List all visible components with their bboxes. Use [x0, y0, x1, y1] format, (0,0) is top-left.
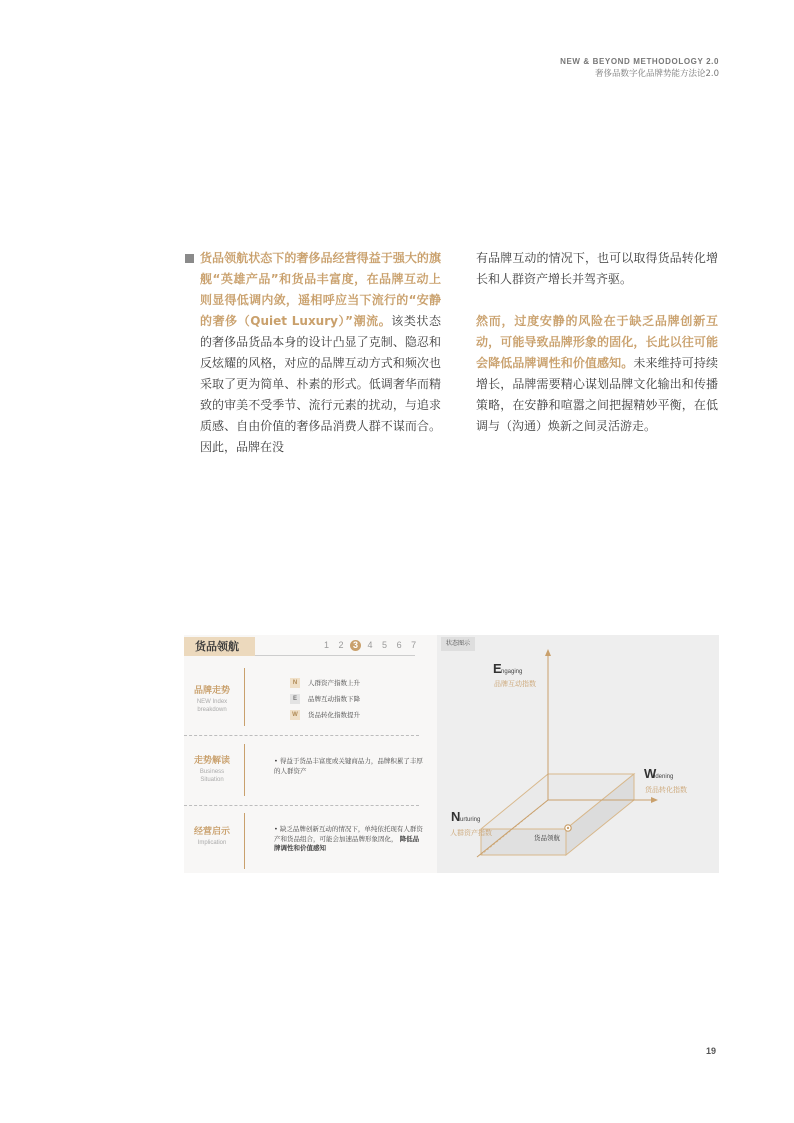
row-separator — [184, 735, 419, 736]
highlight-text: 然而，过度安静的风险在于缺乏品牌创新互动，可能导致品牌形象的固化，长此以往可能会降低品牌调性和价值感知。 — [476, 314, 718, 370]
figure-info-panel — [184, 635, 437, 873]
step-number: 5 — [382, 640, 388, 650]
insight-body: • 缺乏品牌创新互动的情况下，单纯依托现有人群资产和货品组合，可能会加速品牌形象固化， — [274, 825, 423, 843]
row-label-cn: 走势解读 — [193, 756, 230, 766]
diagram-tag: 状态图示 — [441, 637, 475, 651]
axis-e-label: 品牌互动指数 — [494, 680, 536, 688]
axis-n-label: 人群资产指数 — [450, 829, 492, 837]
legend-item-n — [290, 678, 360, 688]
row-label-reading — [184, 755, 240, 784]
axis-e-rest: ngaging — [501, 669, 523, 675]
status-3d-diagram — [437, 635, 719, 873]
body-paragraph: 有品牌互动的情况下，也可以取得货品转化增长和人群资产增长并驾齐驱。 — [476, 251, 718, 286]
row-divider-line — [244, 813, 245, 869]
point-marker-dot — [567, 827, 569, 829]
row-label-cn: 经营启示 — [193, 827, 230, 837]
status-figure — [184, 635, 719, 873]
header-chinese-title: 奢侈品数字化品牌势能方法论2.0 — [594, 69, 719, 79]
row-label-en: Business — [199, 769, 225, 775]
axis-w-rest: idening — [654, 774, 674, 780]
page-number: 19 — [706, 1046, 717, 1056]
step-number: 2 — [338, 640, 344, 650]
legend-item-w — [290, 710, 360, 720]
body-paragraph — [476, 311, 718, 437]
running-header — [560, 56, 719, 81]
row-divider-line — [244, 668, 245, 726]
axis-n-rest: urturing — [460, 817, 481, 823]
header-english-title: NEW & BEYOND METHODOLOGY 2.0 — [560, 57, 719, 66]
body-column-right — [476, 248, 718, 437]
legend-item-e — [290, 694, 360, 704]
row-divider-line — [244, 744, 245, 796]
figure-title: 货品领航 — [184, 637, 255, 656]
legend-key: N — [290, 678, 300, 688]
legend-key: W — [290, 710, 300, 720]
status-diagram-panel — [437, 635, 719, 873]
axis-n-letter: N — [451, 809, 461, 824]
axis-e-letter: E — [493, 661, 502, 676]
step-number-active: 3 — [350, 640, 361, 651]
axis-e-arrow-icon — [545, 649, 551, 656]
insight-bold: 降低品牌调性和价值感知 — [274, 834, 420, 852]
body-text: 该类状态的奢侈品货品本身的设计凸显了克制、隐忍和反炫耀的风格，对应的品牌互动方式和频次也采取了更为简单、朴素的形式。低调奢华而精致的审美不受季节、流行元素的扰动，与追求质感、自由价值的奢侈品消费人群不谋而合。因此，品牌在没 — [200, 314, 441, 454]
body-column-left — [200, 248, 441, 458]
row-label-en: Implication — [197, 840, 227, 846]
step-number: 1 — [323, 640, 329, 650]
row-label-en: breakdown — [197, 707, 227, 713]
row-label-en: NEW Index — [196, 699, 228, 705]
point-label: 货品领航 — [534, 834, 560, 842]
row-label-insight — [184, 826, 240, 847]
axis-w-letter: W — [644, 766, 657, 781]
legend-text: 人群资产指数上升 — [308, 679, 360, 687]
axis-w-arrow-icon — [651, 797, 658, 803]
row-separator — [184, 805, 419, 806]
legend-text: 货品转化指数提升 — [308, 711, 360, 719]
axis-w-label: 货品转化指数 — [645, 786, 687, 794]
bullet-square-icon — [185, 254, 194, 263]
legend-key: E — [290, 694, 300, 704]
highlight-text: 货品领航状态下的奢侈品经营得益于强大的旗舰“英雄产品”和货品丰富度，在品牌互动上则显得低调内敛，遥相呼应当下流行的“安静的奢侈（Quiet Luxury）”潮流。 — [200, 251, 441, 328]
row-label-en: Situation — [200, 777, 224, 783]
box-front-face — [481, 829, 566, 855]
step-number: 4 — [367, 640, 373, 650]
title-underline — [255, 655, 415, 656]
row-label-cn: 品牌走势 — [193, 686, 230, 696]
step-number: 7 — [411, 640, 417, 650]
body-text: 未来维持可持续增长，品牌需要精心谋划品牌文化输出和传播策略，在安静和喧嚣之间把握精妙平衡，在低调与（沟通）焕新之间灵活游走。 — [476, 356, 718, 433]
insight-text — [274, 825, 424, 854]
legend-text: 品牌互动指数下降 — [308, 695, 360, 703]
step-indicator — [321, 640, 419, 651]
row-label-trend — [184, 685, 240, 714]
step-number: 6 — [396, 640, 402, 650]
reading-text: • 得益于货品丰富度或关键商品力，品牌积累了丰厚的人群资产 — [274, 757, 423, 775]
